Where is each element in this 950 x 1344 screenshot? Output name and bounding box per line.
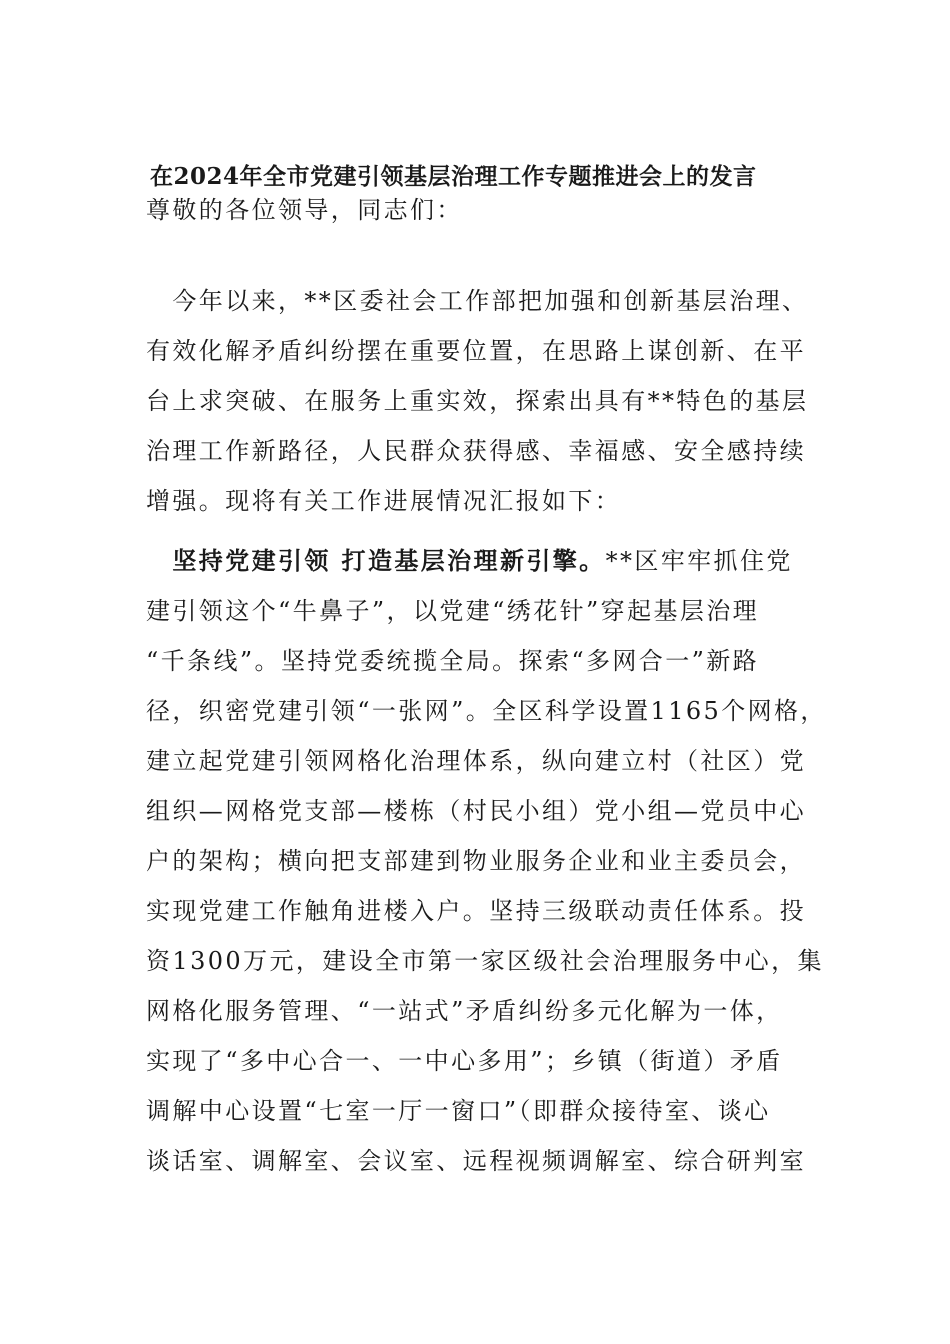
intro-line: 治理工作新路径，人民群众获得感、幸福感、安全感持续 xyxy=(146,437,806,465)
body-line: 实现党建工作触角进楼入户。坚持三级联动责任体系。投 xyxy=(146,897,806,925)
salutation: 尊敬的各位领导，同志们： xyxy=(146,196,463,224)
section-first-line xyxy=(146,546,793,576)
section-first-line-text: **区牢牢抓住党 xyxy=(605,547,793,575)
body-line: 建立起党建引领网格化治理体系，纵向建立村（社区）党 xyxy=(146,747,806,775)
body-line: 户的架构；横向把支部建到物业服务企业和业主委员会， xyxy=(146,847,806,875)
body-line: 调解中心设置“七室一厅一窗口”（即群众接待室、谈心 xyxy=(146,1097,771,1125)
intro-line: 台上求突破、在服务上重实效，探索出具有**特色的基层 xyxy=(146,387,809,415)
intro-line: 增强。现将有关工作进展情况汇报如下： xyxy=(146,487,622,515)
body-line: 径，织密党建引领“一张网”。全区科学设置1165个网格， xyxy=(146,697,827,725)
body-line: 组织—网格党支部—楼栋（村民小组）党小组—党员中心 xyxy=(146,797,806,825)
body-line: 谈话室、调解室、会议室、远程视频调解室、综合研判室 xyxy=(146,1147,806,1175)
body-line: “千条线”。坚持党委统揽全局。探索“多网合一”新路 xyxy=(146,647,760,675)
section-heading: 坚持党建引领 打造基层治理新引擎。 xyxy=(146,546,606,575)
body-line: 实现了“多中心合一、一中心多用”；乡镇（街道）矛盾 xyxy=(146,1047,783,1075)
intro-line: 今年以来，**区委社会工作部把加强和创新基层治理、 xyxy=(146,287,809,315)
body-line: 网格化服务管理、“一站式”矛盾纠纷多元化解为一体， xyxy=(146,997,783,1025)
body-line: 建引领这个“牛鼻子”，以党建“绣花针”穿起基层治理 xyxy=(146,597,760,625)
document-title: 在2024年全市党建引领基层治理工作专题推进会上的发言 xyxy=(150,163,757,190)
body-line: 资1300万元，建设全市第一家区级社会治理服务中心，集 xyxy=(146,947,824,975)
intro-line: 有效化解矛盾纠纷摆在重要位置，在思路上谋创新、在平 xyxy=(146,337,806,365)
